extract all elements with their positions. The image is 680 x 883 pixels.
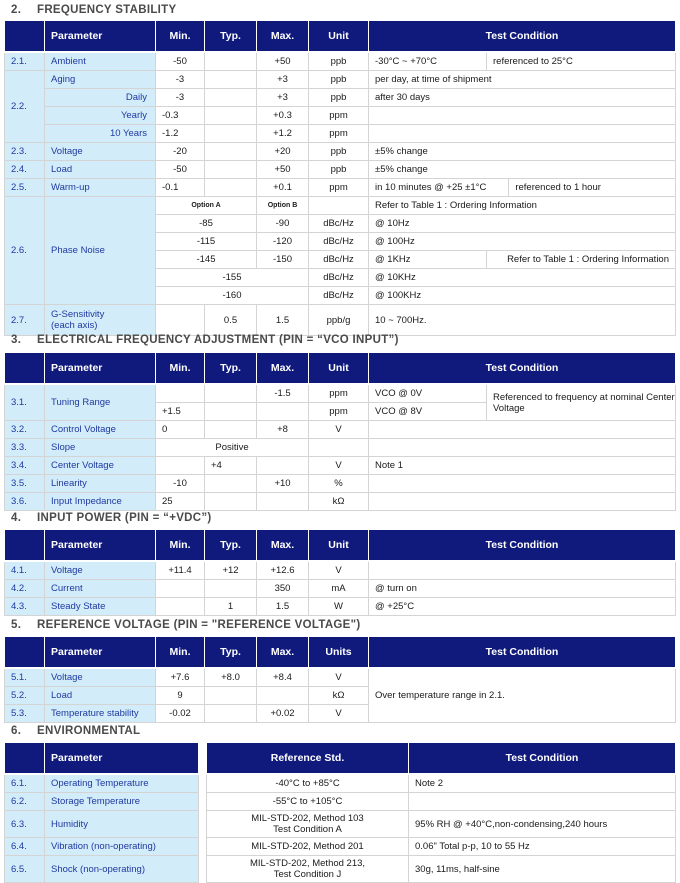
parameter-cell: Daily bbox=[45, 89, 156, 107]
table-row bbox=[5, 125, 676, 143]
condition-cell: VCO @ 0V bbox=[369, 384, 487, 403]
parameter-cell: Steady State bbox=[45, 598, 156, 616]
row-number: 2.7. bbox=[5, 305, 45, 336]
condition-cell bbox=[369, 125, 676, 143]
condition-cell: @ 100Hz bbox=[369, 233, 676, 251]
parameter-cell: Ambient bbox=[45, 52, 156, 71]
max-cell: +3 bbox=[257, 89, 309, 107]
parameter-cell: Yearly bbox=[45, 107, 156, 125]
row-number: 2.1. bbox=[5, 52, 45, 71]
min-cell bbox=[156, 457, 205, 475]
typ-cell: +4 bbox=[205, 457, 257, 475]
condition-cell: @ turn on bbox=[369, 580, 676, 598]
electrical-frequency-adjustment-table bbox=[4, 352, 676, 511]
max-cell: +12.6 bbox=[257, 561, 309, 580]
parameter-cell: Voltage bbox=[45, 561, 156, 580]
condition-cell: @ 1KHz bbox=[369, 251, 487, 269]
header-max: Max. bbox=[257, 21, 309, 53]
header-parameter: Parameter bbox=[45, 637, 156, 669]
header-parameter: Parameter bbox=[45, 743, 199, 775]
max-cell: +0.1 bbox=[257, 179, 309, 197]
typ-cell bbox=[205, 143, 257, 161]
max-cell: +0.3 bbox=[257, 107, 309, 125]
typ-cell bbox=[205, 89, 257, 107]
reference-cell: MIL-STD-202, Method 201 bbox=[207, 838, 409, 856]
header-test-condition: Test Condition bbox=[369, 637, 676, 669]
min-cell: +1.5 bbox=[156, 403, 205, 421]
unit-cell: dBc/Hz bbox=[309, 287, 369, 305]
value-cell: -160 bbox=[156, 287, 309, 305]
parameter-cell: Current bbox=[45, 580, 156, 598]
table-row bbox=[5, 305, 676, 336]
table-header-row bbox=[5, 637, 676, 669]
unit-cell: % bbox=[309, 475, 369, 493]
row-number: 6.5. bbox=[5, 856, 45, 883]
parameter-cell: Slope bbox=[45, 439, 156, 457]
unit-cell: V bbox=[309, 561, 369, 580]
table-row bbox=[5, 197, 676, 215]
header-test-condition: Test Condition bbox=[369, 21, 676, 53]
unit-cell: ppb bbox=[309, 161, 369, 179]
unit-cell: ppm bbox=[309, 403, 369, 421]
option-a-value: -145 bbox=[156, 251, 257, 269]
header-cell bbox=[5, 21, 45, 53]
header-unit: Unit bbox=[309, 530, 369, 562]
table-row bbox=[5, 143, 676, 161]
header-test-condition: Test Condition bbox=[369, 353, 676, 385]
typ-cell bbox=[205, 161, 257, 179]
row-number: 2.2. bbox=[5, 71, 45, 143]
row-number: 2.3. bbox=[5, 143, 45, 161]
min-cell: +11.4 bbox=[156, 561, 205, 580]
condition-cell: 0.06" Total p-p, 10 to 55 Hz bbox=[409, 838, 676, 856]
header-typ: Typ. bbox=[205, 21, 257, 53]
table-row bbox=[5, 493, 676, 511]
table-row bbox=[5, 421, 676, 439]
min-cell: -0.1 bbox=[156, 179, 205, 197]
condition-cell: @ 10Hz bbox=[369, 215, 676, 233]
typ-cell bbox=[205, 493, 257, 511]
parameter-cell: 10 Years bbox=[45, 125, 156, 143]
condition-cell: ±5% change bbox=[369, 161, 676, 179]
table-row bbox=[5, 107, 676, 125]
min-cell: 0 bbox=[156, 421, 205, 439]
unit-cell: ppb bbox=[309, 71, 369, 89]
parameter-cell: Vibration (non-operating) bbox=[45, 838, 199, 856]
row-number: 6.4. bbox=[5, 838, 45, 856]
unit-cell: dBc/Hz bbox=[309, 233, 369, 251]
row-number: 3.2. bbox=[5, 421, 45, 439]
condition-cell: -30°C ~ +70°C bbox=[369, 52, 487, 71]
table-header-row bbox=[5, 530, 676, 562]
parameter-cell: Operating Temperature bbox=[45, 774, 199, 793]
row-number: 2.5. bbox=[5, 179, 45, 197]
condition-cell: Note 2 bbox=[409, 774, 676, 793]
max-cell: +10 bbox=[257, 475, 309, 493]
table-row bbox=[5, 811, 676, 838]
row-number: 3.1. bbox=[5, 384, 45, 421]
unit-cell: ppb bbox=[309, 143, 369, 161]
environmental-table bbox=[4, 742, 676, 883]
condition-cell bbox=[369, 107, 676, 125]
table-row bbox=[5, 457, 676, 475]
reference-cell: -55°C to +105°C bbox=[207, 793, 409, 811]
option-a-label: Option A bbox=[156, 197, 257, 215]
parameter-cell: Humidity bbox=[45, 811, 199, 838]
min-cell: -3 bbox=[156, 71, 205, 89]
header-min: Min. bbox=[156, 353, 205, 385]
row-number: 6.3. bbox=[5, 811, 45, 838]
option-b-label: Option B bbox=[257, 197, 309, 215]
unit-cell bbox=[309, 197, 369, 215]
condition-cell: @ +25°C bbox=[369, 598, 676, 616]
table-row bbox=[5, 774, 676, 793]
min-cell: -0.3 bbox=[156, 107, 205, 125]
parameter-cell: Voltage bbox=[45, 143, 156, 161]
condition-text: in 10 minutes @ +25 ±1°C bbox=[375, 182, 487, 193]
reference-voltage-table bbox=[4, 636, 676, 723]
header-min: Min. bbox=[156, 530, 205, 562]
parameter-cell: Temperature stability bbox=[45, 705, 156, 723]
min-cell: -1.2 bbox=[156, 125, 205, 143]
condition-cell bbox=[369, 439, 676, 457]
typ-cell bbox=[205, 705, 257, 723]
condition-cell: 95% RH @ +40°C,non-condensing,240 hours bbox=[409, 811, 676, 838]
condition-cell: Over temperature range in 2.1. bbox=[369, 668, 676, 723]
reference-cell: -40°C to +85°C bbox=[207, 774, 409, 793]
reference-cell bbox=[207, 856, 409, 883]
unit-cell: ppm bbox=[309, 179, 369, 197]
parameter-cell: Phase Noise bbox=[45, 197, 156, 305]
max-cell: +20 bbox=[257, 143, 309, 161]
header-max: Max. bbox=[257, 353, 309, 385]
header-units: Units bbox=[309, 637, 369, 669]
row-number: 3.5. bbox=[5, 475, 45, 493]
header-min: Min. bbox=[156, 21, 205, 53]
unit-cell: dBc/Hz bbox=[309, 215, 369, 233]
typ-cell: +12 bbox=[205, 561, 257, 580]
section-title-environmental: 6. ENVIRONMENTAL bbox=[11, 725, 141, 737]
min-cell bbox=[156, 384, 205, 403]
condition-cell: after 30 days bbox=[369, 89, 676, 107]
header-unit: Unit bbox=[309, 353, 369, 385]
header-test-condition: Test Condition bbox=[369, 530, 676, 562]
header-max: Max. bbox=[257, 530, 309, 562]
min-cell: -0.02 bbox=[156, 705, 205, 723]
row-number: 4.3. bbox=[5, 598, 45, 616]
min-cell bbox=[156, 598, 205, 616]
min-cell: 9 bbox=[156, 687, 205, 705]
row-number: 2.4. bbox=[5, 161, 45, 179]
parameter-cell: Center Voltage bbox=[45, 457, 156, 475]
frequency-stability-table bbox=[4, 20, 676, 336]
unit-cell: dBc/Hz bbox=[309, 269, 369, 287]
table-row bbox=[5, 384, 676, 403]
unit-cell: ppb bbox=[309, 52, 369, 71]
input-power-table bbox=[4, 529, 676, 616]
reference-text: MIL-STD-202, Method 213, bbox=[249, 858, 366, 869]
header-parameter: Parameter bbox=[45, 21, 156, 53]
condition-cell: Note 1 bbox=[369, 457, 676, 475]
row-number: 6.2. bbox=[5, 793, 45, 811]
section-title-input-power: 4. INPUT POWER (PIN = “+VDC”) bbox=[11, 512, 212, 524]
unit-cell: V bbox=[309, 705, 369, 723]
unit-cell: V bbox=[309, 457, 369, 475]
min-cell: +7.6 bbox=[156, 668, 205, 687]
reference-text: MIL-STD-202, Method 103 bbox=[251, 813, 364, 824]
table-row bbox=[5, 838, 676, 856]
parameter-cell: Storage Temperature bbox=[45, 793, 199, 811]
parameter-cell: Load bbox=[45, 161, 156, 179]
typ-cell bbox=[205, 52, 257, 71]
parameter-cell bbox=[45, 305, 156, 336]
unit-cell: ppm bbox=[309, 107, 369, 125]
max-cell bbox=[257, 403, 309, 421]
header-min: Min. bbox=[156, 637, 205, 669]
option-b-value: -120 bbox=[257, 233, 309, 251]
option-b-value: -90 bbox=[257, 215, 309, 233]
table-row bbox=[5, 439, 676, 457]
min-cell bbox=[156, 580, 205, 598]
typ-cell bbox=[205, 687, 257, 705]
typ-cell bbox=[205, 403, 257, 421]
condition-cell: Refer to Table 1 : Ordering Information bbox=[369, 197, 676, 215]
unit-cell: mA bbox=[309, 580, 369, 598]
min-cell: -20 bbox=[156, 143, 205, 161]
row-number: 3.3. bbox=[5, 439, 45, 457]
min-cell: -50 bbox=[156, 52, 205, 71]
unit-cell: ppm bbox=[309, 125, 369, 143]
row-number: 5.2. bbox=[5, 687, 45, 705]
max-cell: -1.5 bbox=[257, 384, 309, 403]
parameter-cell: Shock (non-operating) bbox=[45, 856, 199, 883]
row-number: 5.1. bbox=[5, 668, 45, 687]
max-cell: +50 bbox=[257, 161, 309, 179]
min-cell: -10 bbox=[156, 475, 205, 493]
table-row bbox=[5, 561, 676, 580]
condition-cell: referenced to 25°C bbox=[487, 52, 676, 71]
unit-cell: ppm bbox=[309, 384, 369, 403]
table-row bbox=[5, 475, 676, 493]
condition-cell: @ 10KHz bbox=[369, 269, 676, 287]
condition-cell bbox=[369, 421, 676, 439]
min-cell: -50 bbox=[156, 161, 205, 179]
typ-cell bbox=[205, 107, 257, 125]
header-parameter: Parameter bbox=[45, 530, 156, 562]
table-row bbox=[5, 580, 676, 598]
condition-cell: Refer to Table 1 : Ordering Information bbox=[487, 251, 676, 269]
reference-text: Test Condition A bbox=[273, 824, 342, 835]
typ-cell bbox=[205, 384, 257, 403]
condition-text: referenced to 1 hour bbox=[515, 182, 601, 193]
typ-cell: 0.5 bbox=[205, 305, 257, 336]
section-title-reference-voltage: 5. REFERENCE VOLTAGE (PIN = "REFERENCE VOLTAGE") bbox=[11, 619, 361, 631]
header-max: Max. bbox=[257, 637, 309, 669]
parameter-cell: Tuning Range bbox=[45, 384, 156, 421]
max-cell: +0.02 bbox=[257, 705, 309, 723]
unit-cell: kΩ bbox=[309, 493, 369, 511]
typ-cell bbox=[205, 71, 257, 89]
row-number: 5.3. bbox=[5, 705, 45, 723]
option-a-value: -115 bbox=[156, 233, 257, 251]
header-typ: Typ. bbox=[205, 530, 257, 562]
header-unit: Unit bbox=[309, 21, 369, 53]
condition-cell: ±5% change bbox=[369, 143, 676, 161]
min-cell bbox=[156, 305, 205, 336]
typ-cell: Positive bbox=[156, 439, 309, 457]
table-row bbox=[5, 71, 676, 89]
table-row bbox=[5, 598, 676, 616]
unit-cell: kΩ bbox=[309, 687, 369, 705]
row-number: 4.2. bbox=[5, 580, 45, 598]
max-cell: +8 bbox=[257, 421, 309, 439]
unit-cell: ppb bbox=[309, 89, 369, 107]
max-cell bbox=[257, 493, 309, 511]
parameter-cell: Warm-up bbox=[45, 179, 156, 197]
row-number: 3.4. bbox=[5, 457, 45, 475]
option-a-value: -85 bbox=[156, 215, 257, 233]
unit-cell: V bbox=[309, 421, 369, 439]
condition-cell bbox=[369, 179, 676, 197]
value-cell: -155 bbox=[156, 269, 309, 287]
header-reference-std: Reference Std. bbox=[207, 743, 409, 775]
typ-cell bbox=[205, 421, 257, 439]
parameter-cell: Aging bbox=[45, 71, 156, 89]
max-cell bbox=[257, 687, 309, 705]
row-number: 3.6. bbox=[5, 493, 45, 511]
row-number: 4.1. bbox=[5, 561, 45, 580]
table-row bbox=[5, 668, 676, 687]
typ-cell: +8.0 bbox=[205, 668, 257, 687]
min-cell: -3 bbox=[156, 89, 205, 107]
unit-cell bbox=[309, 439, 369, 457]
min-cell: 25 bbox=[156, 493, 205, 511]
unit-cell: dBc/Hz bbox=[309, 251, 369, 269]
header-parameter: Parameter bbox=[45, 353, 156, 385]
unit-cell: V bbox=[309, 668, 369, 687]
parameter-text: (each axis) bbox=[51, 320, 98, 331]
table-row bbox=[5, 161, 676, 179]
table-header-row bbox=[5, 353, 676, 385]
condition-cell: 10 ~ 700Hz. bbox=[369, 305, 676, 336]
condition-cell: @ 100KHz bbox=[369, 287, 676, 305]
max-cell: +1.2 bbox=[257, 125, 309, 143]
typ-cell: 1 bbox=[205, 598, 257, 616]
parameter-cell: Linearity bbox=[45, 475, 156, 493]
unit-cell: ppb/g bbox=[309, 305, 369, 336]
reference-text: Test Condition J bbox=[273, 869, 342, 880]
row-number: 6.1. bbox=[5, 774, 45, 793]
parameter-cell: Control Voltage bbox=[45, 421, 156, 439]
parameter-cell: Load bbox=[45, 687, 156, 705]
condition-cell: Referenced to frequency at nominal Center Voltage bbox=[487, 384, 676, 421]
condition-cell bbox=[369, 475, 676, 493]
parameter-cell: Voltage bbox=[45, 668, 156, 687]
condition-cell: VCO @ 8V bbox=[369, 403, 487, 421]
table-row bbox=[5, 856, 676, 883]
table-row bbox=[5, 89, 676, 107]
max-cell: 1.5 bbox=[257, 598, 309, 616]
table-row bbox=[5, 793, 676, 811]
row-number: 2.6. bbox=[5, 197, 45, 305]
max-cell: +3 bbox=[257, 71, 309, 89]
typ-cell bbox=[205, 475, 257, 493]
header-test-condition: Test Condition bbox=[409, 743, 676, 775]
parameter-text: G-Sensitivity bbox=[51, 309, 105, 320]
max-cell bbox=[257, 457, 309, 475]
option-b-value: -150 bbox=[257, 251, 309, 269]
max-cell: +8.4 bbox=[257, 668, 309, 687]
max-cell: 350 bbox=[257, 580, 309, 598]
section-title-electrical-frequency-adjustment: 3. ELECTRICAL FREQUENCY ADJUSTMENT (PIN = “VCO INPUT”) bbox=[11, 334, 399, 346]
condition-cell bbox=[369, 493, 676, 511]
typ-cell bbox=[205, 580, 257, 598]
condition-cell bbox=[409, 793, 676, 811]
reference-cell bbox=[207, 811, 409, 838]
header-typ: Typ. bbox=[205, 637, 257, 669]
table-header-row bbox=[5, 21, 676, 53]
header-typ: Typ. bbox=[205, 353, 257, 385]
max-cell: +50 bbox=[257, 52, 309, 71]
condition-cell bbox=[369, 561, 676, 580]
table-row bbox=[5, 179, 676, 197]
condition-cell: per day, at time of shipment bbox=[369, 71, 676, 89]
section-title-frequency-stability: 2. FREQUENCY STABILITY bbox=[11, 4, 177, 16]
condition-cell: 30g, 11ms, half-sine bbox=[409, 856, 676, 883]
max-cell: 1.5 bbox=[257, 305, 309, 336]
typ-cell bbox=[205, 179, 257, 197]
table-row bbox=[5, 52, 676, 71]
unit-cell: W bbox=[309, 598, 369, 616]
table-header-row bbox=[5, 743, 676, 775]
typ-cell bbox=[205, 125, 257, 143]
parameter-cell: Input Impedance bbox=[45, 493, 156, 511]
